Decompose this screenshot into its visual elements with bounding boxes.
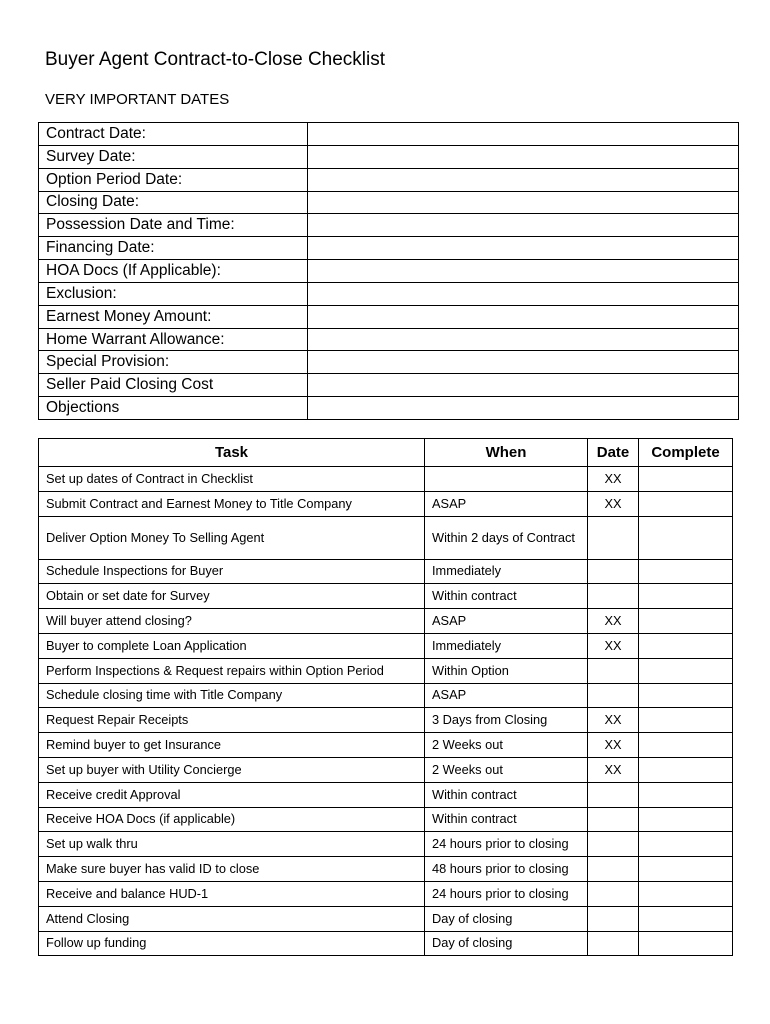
- date-row: [39, 374, 739, 397]
- date-row: [39, 191, 739, 214]
- date-cell[interactable]: [588, 881, 639, 906]
- date-cell[interactable]: XX: [588, 733, 639, 758]
- task-row: [39, 881, 733, 906]
- task-cell: Set up buyer with Utility Concierge: [39, 757, 425, 782]
- date-row: [39, 305, 739, 328]
- task-table-header-row: [39, 439, 733, 467]
- date-value-field[interactable]: [308, 374, 739, 397]
- task-cell: Submit Contract and Earnest Money to Title Company: [39, 491, 425, 516]
- date-value-field[interactable]: [308, 351, 739, 374]
- task-cell: Attend Closing: [39, 906, 425, 931]
- date-cell[interactable]: [588, 782, 639, 807]
- date-cell[interactable]: [588, 559, 639, 584]
- date-label: Closing Date:: [39, 191, 308, 214]
- task-cell: Set up walk thru: [39, 832, 425, 857]
- task-cell: Receive and balance HUD-1: [39, 881, 425, 906]
- when-cell: Within contract: [425, 782, 588, 807]
- complete-cell[interactable]: [639, 658, 733, 683]
- important-dates-table: [38, 122, 739, 420]
- complete-cell[interactable]: [639, 782, 733, 807]
- header-when: When: [425, 439, 588, 467]
- date-row: [39, 282, 739, 305]
- complete-cell[interactable]: [639, 516, 733, 559]
- task-row: [39, 658, 733, 683]
- complete-cell[interactable]: [639, 757, 733, 782]
- date-label: Option Period Date:: [39, 168, 308, 191]
- date-label: Exclusion:: [39, 282, 308, 305]
- date-cell[interactable]: XX: [588, 491, 639, 516]
- task-checklist-table: [38, 438, 733, 956]
- date-row: [39, 214, 739, 237]
- task-row: [39, 782, 733, 807]
- date-cell[interactable]: [588, 832, 639, 857]
- date-cell[interactable]: [588, 658, 639, 683]
- date-label: Objections: [39, 397, 308, 420]
- date-value-field[interactable]: [308, 397, 739, 420]
- task-cell: Remind buyer to get Insurance: [39, 733, 425, 758]
- date-value-field[interactable]: [308, 191, 739, 214]
- date-value-field[interactable]: [308, 214, 739, 237]
- task-row: [39, 683, 733, 708]
- date-cell[interactable]: [588, 931, 639, 956]
- date-value-field[interactable]: [308, 123, 739, 146]
- complete-cell[interactable]: [639, 683, 733, 708]
- date-label: Special Provision:: [39, 351, 308, 374]
- date-row: [39, 168, 739, 191]
- task-row: [39, 584, 733, 609]
- complete-cell[interactable]: [639, 832, 733, 857]
- date-row: [39, 123, 739, 146]
- task-row: [39, 708, 733, 733]
- date-label: Survey Date:: [39, 145, 308, 168]
- date-cell[interactable]: [588, 807, 639, 832]
- when-cell: Immediately: [425, 559, 588, 584]
- important-dates-heading: VERY IMPORTANT DATES: [45, 91, 230, 108]
- task-row: [39, 832, 733, 857]
- date-value-field[interactable]: [308, 168, 739, 191]
- document-title: Buyer Agent Contract-to-Close Checklist: [45, 49, 386, 70]
- date-label: Home Warrant Allowance:: [39, 328, 308, 351]
- complete-cell[interactable]: [639, 881, 733, 906]
- task-cell: Deliver Option Money To Selling Agent: [39, 516, 425, 559]
- when-cell: 3 Days from Closing: [425, 708, 588, 733]
- task-row: [39, 757, 733, 782]
- date-value-field[interactable]: [308, 145, 739, 168]
- date-label: Earnest Money Amount:: [39, 305, 308, 328]
- date-row: [39, 237, 739, 260]
- date-value-field[interactable]: [308, 260, 739, 283]
- when-cell: Within Option: [425, 658, 588, 683]
- date-cell[interactable]: XX: [588, 609, 639, 634]
- date-label: HOA Docs (If Applicable):: [39, 260, 308, 283]
- date-value-field[interactable]: [308, 328, 739, 351]
- task-cell: Make sure buyer has valid ID to close: [39, 857, 425, 882]
- task-cell: Schedule Inspections for Buyer: [39, 559, 425, 584]
- complete-cell[interactable]: [639, 733, 733, 758]
- task-cell: Request Repair Receipts: [39, 708, 425, 733]
- task-cell: Set up dates of Contract in Checklist: [39, 467, 425, 492]
- date-row: [39, 260, 739, 283]
- task-row: [39, 559, 733, 584]
- task-row: [39, 857, 733, 882]
- date-label: Financing Date:: [39, 237, 308, 260]
- task-row: [39, 906, 733, 931]
- date-cell[interactable]: [588, 584, 639, 609]
- complete-cell[interactable]: [639, 633, 733, 658]
- when-cell: Day of closing: [425, 906, 588, 931]
- when-cell: 24 hours prior to closing: [425, 881, 588, 906]
- complete-cell[interactable]: [639, 491, 733, 516]
- task-row: [39, 491, 733, 516]
- complete-cell[interactable]: [639, 906, 733, 931]
- date-cell[interactable]: XX: [588, 708, 639, 733]
- task-cell: Will buyer attend closing?: [39, 609, 425, 634]
- complete-cell[interactable]: [639, 584, 733, 609]
- task-cell: Receive credit Approval: [39, 782, 425, 807]
- task-cell: Receive HOA Docs (if applicable): [39, 807, 425, 832]
- complete-cell[interactable]: [639, 931, 733, 956]
- date-row: [39, 328, 739, 351]
- date-row: [39, 397, 739, 420]
- when-cell: ASAP: [425, 609, 588, 634]
- when-cell: [425, 467, 588, 492]
- when-cell: 2 Weeks out: [425, 757, 588, 782]
- date-cell[interactable]: [588, 857, 639, 882]
- header-date: Date: [588, 439, 639, 467]
- date-row: [39, 145, 739, 168]
- task-row: [39, 633, 733, 658]
- when-cell: 2 Weeks out: [425, 733, 588, 758]
- when-cell: Within contract: [425, 807, 588, 832]
- date-value-field[interactable]: [308, 237, 739, 260]
- task-row: [39, 467, 733, 492]
- date-cell[interactable]: XX: [588, 757, 639, 782]
- when-cell: 24 hours prior to closing: [425, 832, 588, 857]
- task-row: [39, 931, 733, 956]
- when-cell: Within 2 days of Contract: [425, 516, 588, 559]
- when-cell: 48 hours prior to closing: [425, 857, 588, 882]
- task-cell: Obtain or set date for Survey: [39, 584, 425, 609]
- task-row: [39, 609, 733, 634]
- task-cell: Buyer to complete Loan Application: [39, 633, 425, 658]
- when-cell: ASAP: [425, 683, 588, 708]
- header-complete: Complete: [639, 439, 733, 467]
- date-cell[interactable]: [588, 906, 639, 931]
- complete-cell[interactable]: [639, 807, 733, 832]
- task-cell: Schedule closing time with Title Company: [39, 683, 425, 708]
- date-cell[interactable]: XX: [588, 633, 639, 658]
- task-cell: Follow up funding: [39, 931, 425, 956]
- complete-cell[interactable]: [639, 708, 733, 733]
- task-cell: Perform Inspections & Request repairs within Option Period: [39, 658, 425, 683]
- task-row: [39, 733, 733, 758]
- complete-cell[interactable]: [639, 857, 733, 882]
- complete-cell[interactable]: [639, 609, 733, 634]
- date-value-field[interactable]: [308, 282, 739, 305]
- date-label: Contract Date:: [39, 123, 308, 146]
- when-cell: Immediately: [425, 633, 588, 658]
- task-row: [39, 516, 733, 559]
- date-value-field[interactable]: [308, 305, 739, 328]
- complete-cell[interactable]: [639, 467, 733, 492]
- when-cell: Within contract: [425, 584, 588, 609]
- complete-cell[interactable]: [639, 559, 733, 584]
- date-cell[interactable]: [588, 683, 639, 708]
- date-row: [39, 351, 739, 374]
- date-label: Possession Date and Time:: [39, 214, 308, 237]
- date-label: Seller Paid Closing Cost: [39, 374, 308, 397]
- when-cell: Day of closing: [425, 931, 588, 956]
- when-cell: ASAP: [425, 491, 588, 516]
- task-row: [39, 807, 733, 832]
- header-task: Task: [39, 439, 425, 467]
- date-cell[interactable]: [588, 516, 639, 559]
- date-cell[interactable]: XX: [588, 467, 639, 492]
